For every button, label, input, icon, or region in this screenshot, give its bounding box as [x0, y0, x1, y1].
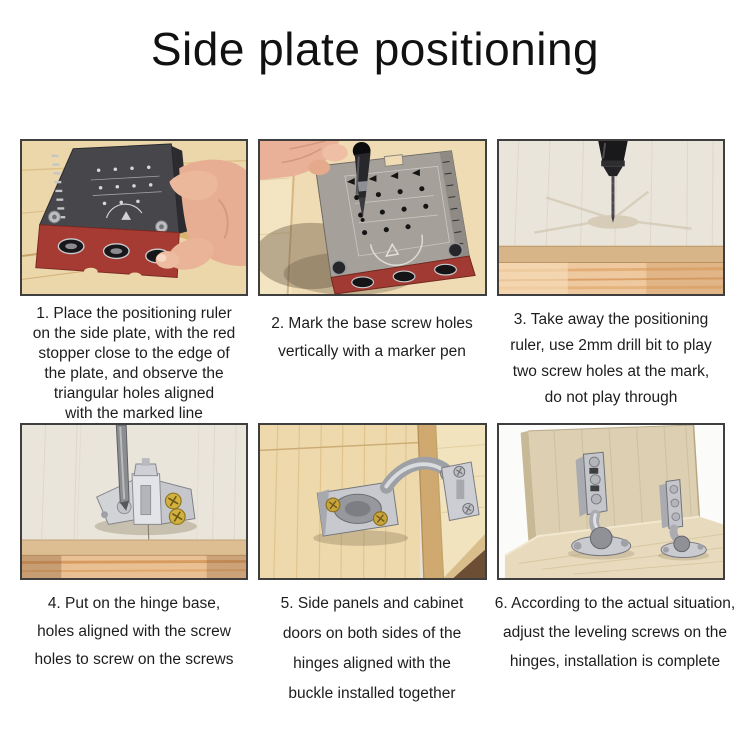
table-wood — [499, 263, 723, 294]
page-title: Side plate positioning — [150, 23, 600, 75]
step-4-illustration — [22, 425, 246, 578]
step-2-illustration — [260, 141, 485, 294]
step-3-caption: 3. Take away the positioning ruler, use 2mm drill bit to play two screw holes at the mark, do not play through — [510, 311, 712, 406]
table-wood — [22, 556, 246, 578]
step-5-photo — [258, 423, 487, 580]
step-1-illustration — [22, 141, 246, 294]
step-1-photo — [20, 139, 248, 296]
step-5-caption: 5. Side panels and cabinet doors on both sides of the hinges aligned with the buckle installed together — [280, 595, 464, 702]
step-4-caption: 4. Put on the hinge base, holes aligned with the screw holes to screw on the screws — [34, 595, 234, 668]
board-edge — [499, 246, 723, 263]
step-6-photo — [497, 423, 725, 580]
positioning-ruler — [315, 151, 469, 278]
step-6-caption: 6. According to the actual situation, adjust the leveling screws on the hinges, installation is complete — [494, 595, 736, 670]
step-1-caption: 1. Place the positioning ruler on the side plate, with the red stopper close to the edge of the plate, and observe the triangular holes aligned with the marked line — [32, 305, 236, 422]
step-2-photo — [258, 139, 487, 296]
step-6-illustration — [499, 425, 723, 578]
step-5-illustration — [260, 425, 485, 578]
board-edge — [22, 540, 246, 556]
step-2-caption: 2. Mark the base screw holes vertically with a marker pen — [271, 315, 473, 360]
step-4-photo — [20, 423, 248, 580]
step-3-illustration — [499, 141, 723, 294]
step-3-photo — [497, 139, 725, 296]
